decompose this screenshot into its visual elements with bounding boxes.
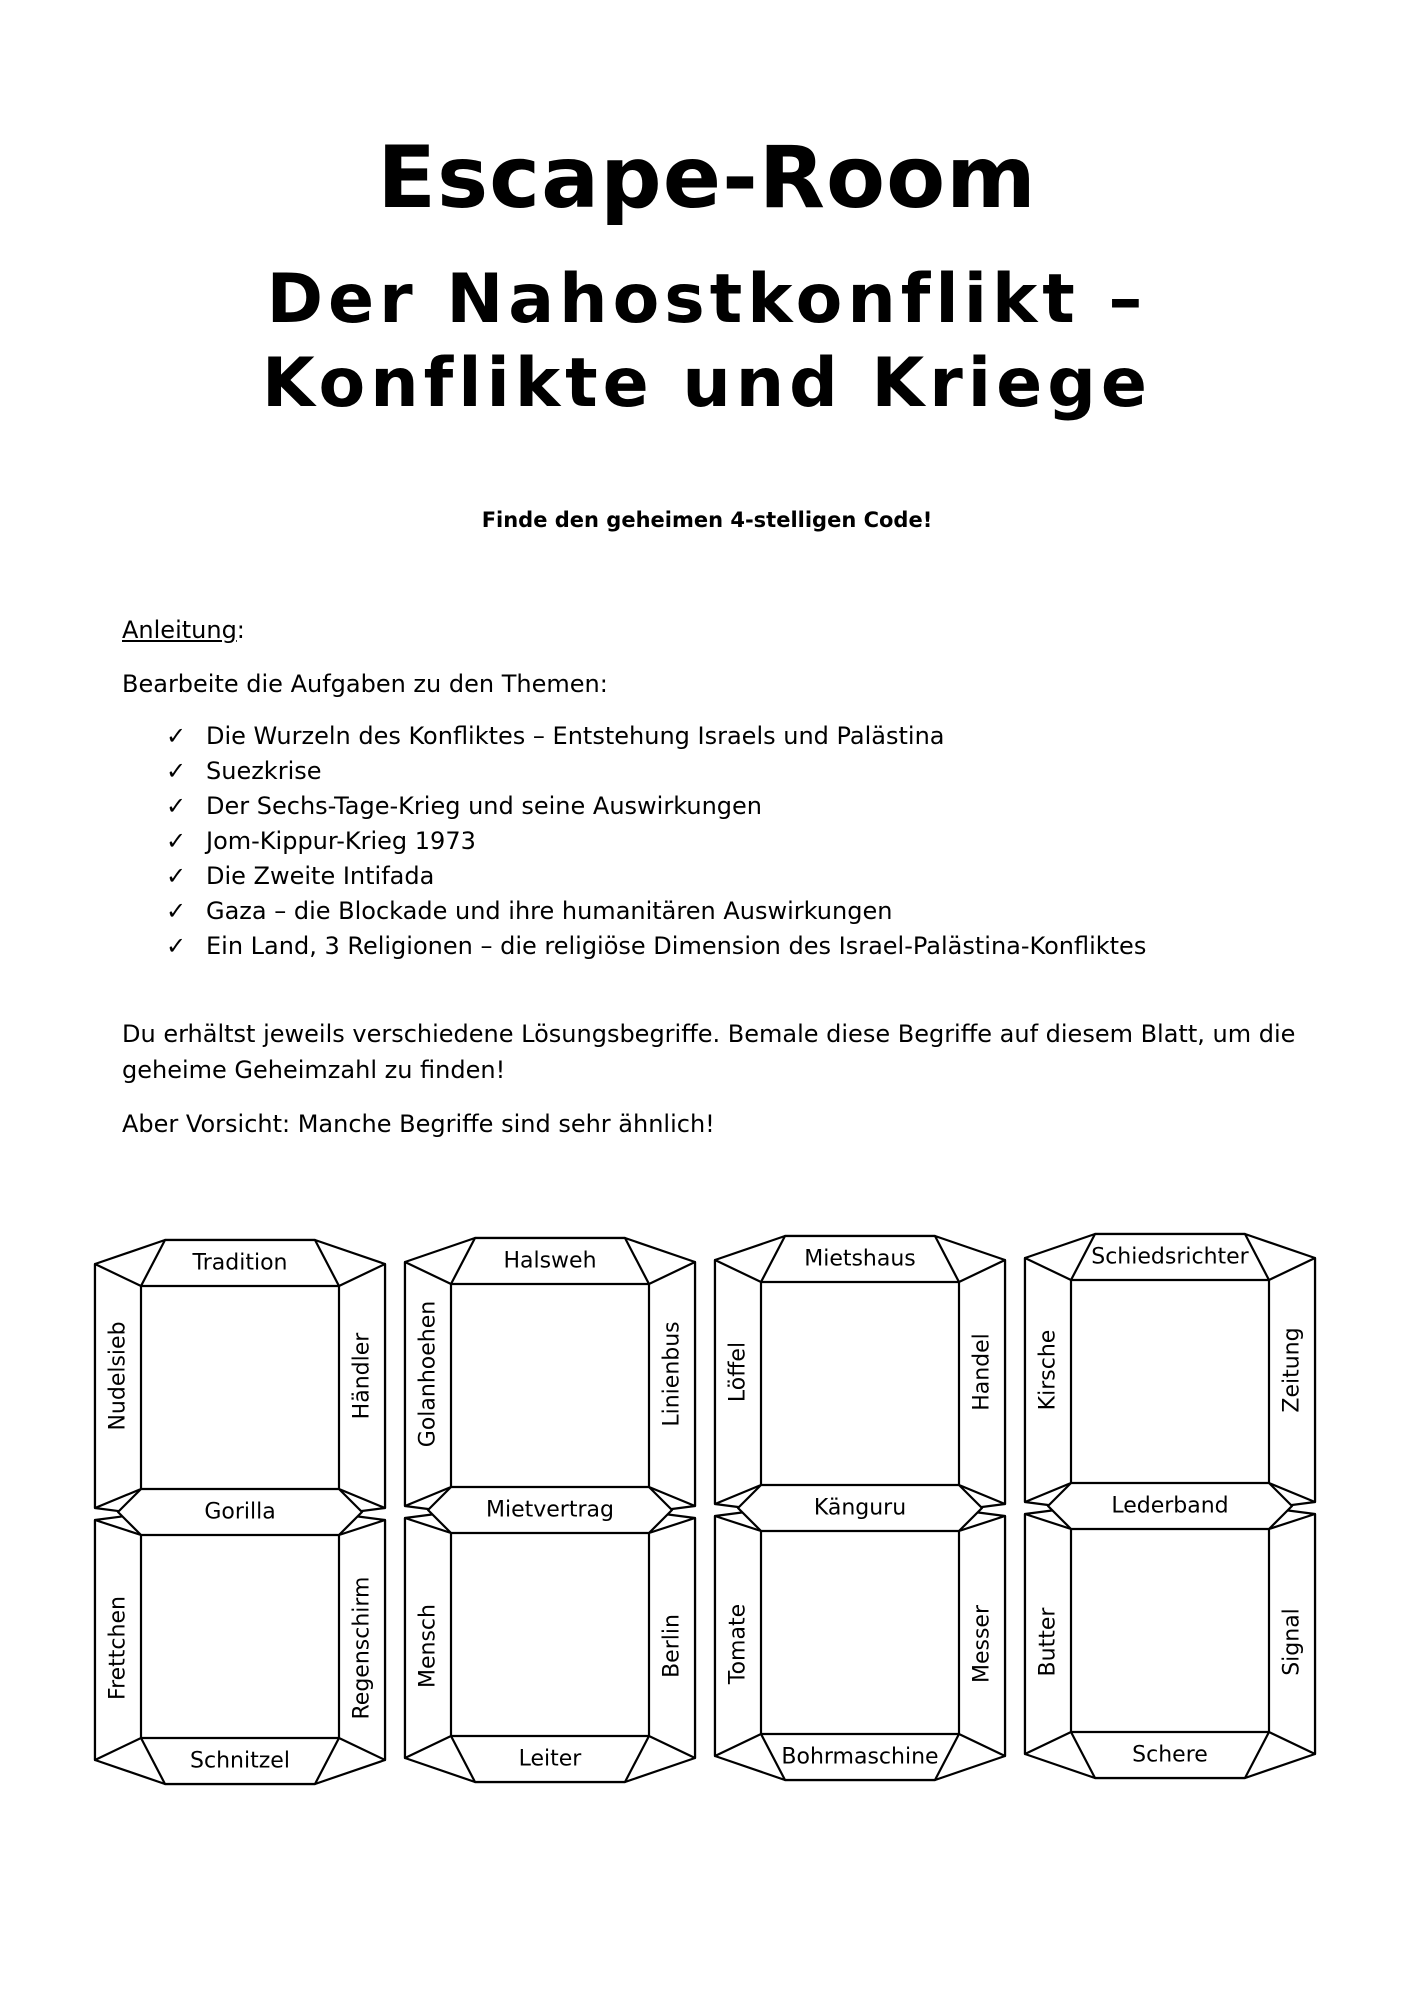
segment-bottom-label: Schnitzel — [190, 1748, 290, 1774]
check-icon: ✓ — [166, 722, 187, 750]
segment-bottom-label: Bohrmaschine — [781, 1744, 939, 1770]
segment-top-label: Halsweh — [503, 1248, 597, 1274]
check-icon: ✓ — [166, 757, 187, 785]
segment-middle-label: Mietvertrag — [486, 1497, 614, 1523]
segment-middle-label: Känguru — [813, 1495, 907, 1521]
segment-bottom-label: Leiter — [518, 1746, 582, 1772]
check-icon: ✓ — [166, 792, 187, 820]
topic-text: Gaza – die Blockade und ihre humanitären Auswirkungen — [206, 897, 893, 925]
instructions-paragraph: Du erhältst jeweils verschiedene Lösungsbegriffe. Bemale diese Begriffe auf diesem Blatt, um die geheime Geheimzahl zu finden! — [122, 1020, 1296, 1084]
warning-paragraph: Aber Vorsicht: Manche Begriffe sind sehr ähnlich! — [122, 1110, 715, 1138]
check-icon: ✓ — [166, 827, 187, 855]
segment-upper-left-label: Golanhoehen — [415, 1300, 441, 1448]
subtitle-line-2: Konflikte und Kriege — [262, 344, 1152, 423]
segment-bottom-label: Schere — [1132, 1742, 1208, 1768]
segment-lower-left-label: Frettchen — [105, 1596, 131, 1700]
list-item — [160, 719, 1146, 754]
segment-top-label: Mietshaus — [804, 1246, 916, 1272]
topic-text: Der Sechs-Tage-Krieg und seine Auswirkungen — [206, 792, 762, 820]
segment-top-label: Schiedsrichter — [1091, 1244, 1249, 1270]
segment-lower-right-label: Messer — [969, 1604, 995, 1684]
digit-1 — [95, 1240, 385, 1784]
check-icon: ✓ — [166, 862, 187, 890]
topic-text: Die Zweite Intifada — [206, 862, 435, 890]
topic-text: Jom-Kippur-Krieg 1973 — [206, 827, 476, 855]
subtitle-line-1: Der Nahostkonflikt – — [266, 260, 1148, 339]
segment-upper-left-label: Kirsche — [1035, 1329, 1061, 1411]
segment-middle-label: Lederband — [1111, 1493, 1229, 1519]
segment-upper-right-label: Händler — [349, 1332, 375, 1420]
segment-lower-right-label: Signal — [1279, 1608, 1305, 1676]
list-item — [160, 894, 1146, 929]
list-item — [160, 929, 1146, 964]
topic-text: Ein Land, 3 Religionen – die religiöse Dimension des Israel-Palästina-Konfliktes — [206, 932, 1147, 960]
segment-upper-left-label: Löffel — [725, 1341, 751, 1403]
instructions-heading: Anleitung: — [122, 616, 245, 644]
segment-upper-right-label: Linienbus — [659, 1321, 685, 1427]
topic-list — [160, 719, 1146, 964]
segment-middle-label: Gorilla — [204, 1499, 276, 1525]
segment-lower-left-label: Butter — [1035, 1607, 1061, 1677]
segment-upper-left-label: Nudelsieb — [105, 1321, 131, 1431]
segment-lower-right-label: Regenschirm — [349, 1576, 375, 1720]
list-item — [160, 754, 1146, 789]
check-icon: ✓ — [166, 897, 187, 925]
segment-upper-right-label: Zeitung — [1279, 1327, 1305, 1413]
topic-text: Suezkrise — [206, 757, 322, 785]
list-item — [160, 824, 1146, 859]
topic-text: Die Wurzeln des Konfliktes – Entstehung Israels und Palästina — [206, 722, 945, 750]
page-subtitle — [0, 258, 1414, 426]
list-item — [160, 859, 1146, 894]
instructions-intro: Bearbeite die Aufgaben zu den Themen: — [122, 670, 608, 698]
seven-segment-digits — [0, 1230, 1414, 1810]
digit-3 — [715, 1236, 1005, 1780]
digit-4 — [1025, 1234, 1315, 1778]
segment-lower-left-label: Tomate — [725, 1603, 751, 1685]
segment-top-label: Tradition — [192, 1250, 288, 1276]
digit-2 — [405, 1238, 695, 1782]
task-heading: Finde den geheimen 4-stelligen Code! — [481, 508, 933, 532]
list-item — [160, 789, 1146, 824]
segment-upper-right-label: Handel — [969, 1333, 995, 1411]
segment-lower-right-label: Berlin — [659, 1614, 685, 1678]
instructions-heading-label: Anleitung — [122, 616, 237, 644]
page-title: Escape-Room — [377, 128, 1037, 228]
segment-lower-left-label: Mensch — [415, 1604, 441, 1688]
check-icon: ✓ — [166, 932, 187, 960]
